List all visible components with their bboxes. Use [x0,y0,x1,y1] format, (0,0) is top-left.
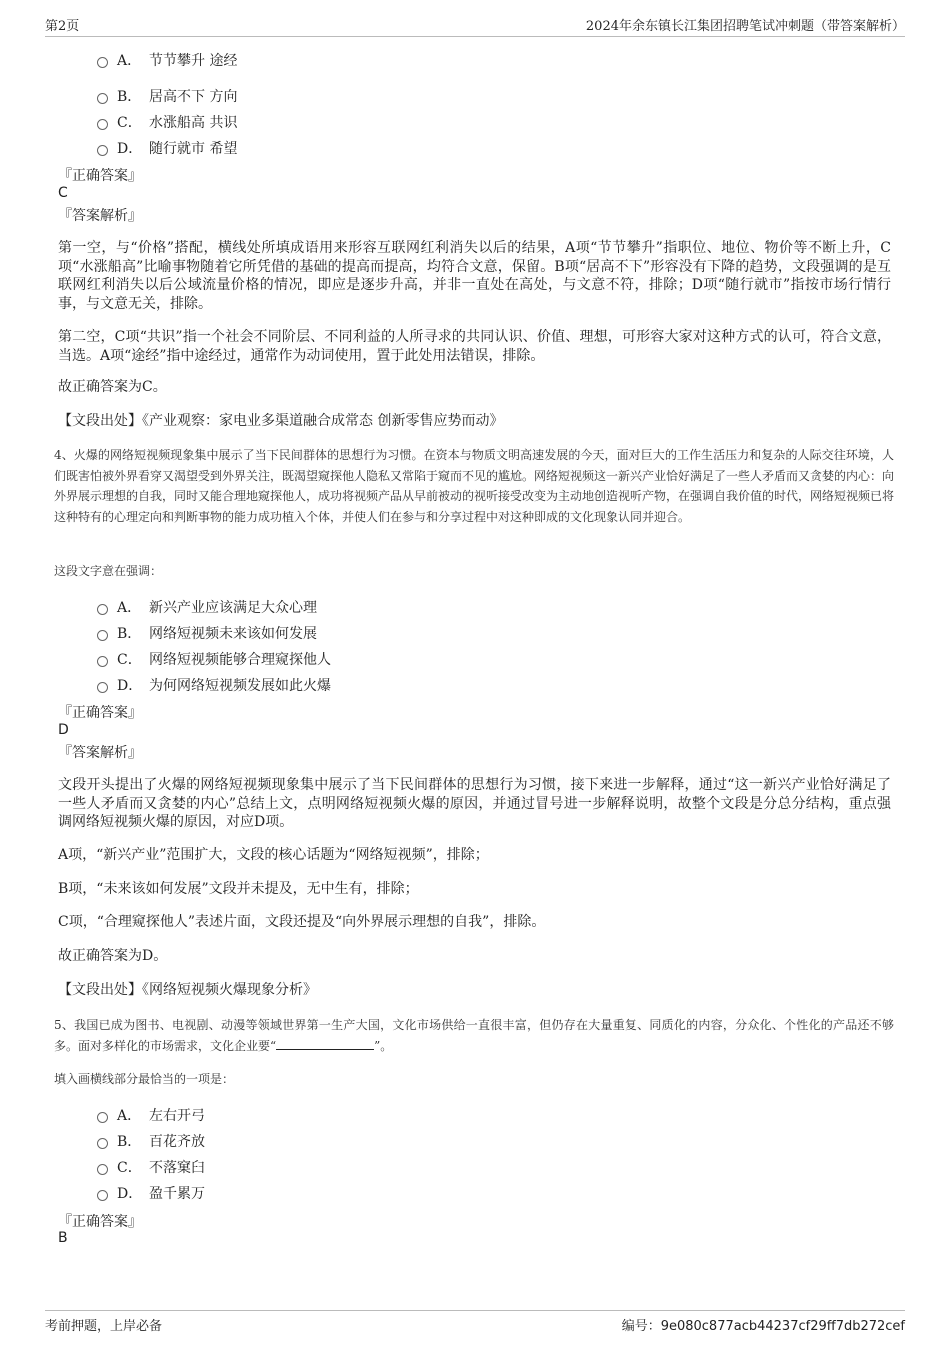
q4-stem: 4、火爆的网络短视频现象集中展示了当下民间群体的思想行为习惯。在资本与物质文明高速发展的今天，面对巨大的工作生活压力和复杂的人际交往环境，人们既害怕被外界看穿又渴望受到外界关注，既渴望窥探他人隐私又常陷于窥而不见的尴尬。网络短视频这一新兴产业恰好满足了一些人矛盾而又贪婪的内心：向外界展示理想的自我，同时又能合理地窥探他人，成功将视频产品从早前被动的视听接受改变为主动地创造视听产物，在强调自我价值的时代，网络短视频已将这种特有的心理定向和判断事物的能力成功植入个体，并使人们在参与和分享过程中对这种即成的文化现象认同并迎合。 [54,448,895,524]
q4-option-b[interactable]: B． 网络短视频未来该如何发展 [97,623,317,643]
q5-prompt: 填入画横线部分最恰当的一项是： [54,1072,235,1086]
q4-analysis-5: 故正确答案为D。 [58,948,168,964]
q4-option-d[interactable]: D． 为何网络短视频发展如此火爆 [97,675,331,695]
q3-option-d[interactable]: D． 随行就市 希望 [97,138,237,158]
page-header [45,12,905,37]
document-title: 2024年余东镇长江集团招聘笔试冲刺题（带答案解析） [585,19,905,34]
radio-icon[interactable] [97,1190,108,1201]
radio-icon[interactable] [97,1112,108,1123]
q4-analysis-3: B项，“未来该如何发展”文段并未提及，无中生有，排除； [58,881,419,897]
q3-option-b[interactable]: B． 居高不下 方向 [97,86,237,106]
q5-stem: 5、我国已成为图书、电视剧、动漫等领域世界第一生产大国，文化市场供给一直很丰富，但仍存在大量重复、同质化的内容，分众化、个性化的产品还不够多。面对多样化的市场需求，文化企业要“ ”。 [54,1018,894,1053]
q3-option-c[interactable]: C． 水涨船高 共识 [97,112,237,132]
q4-source: 【文段出处】《网络短视频火爆现象分析》 [58,982,317,998]
q3-analysis-1: 第一空，与“价格”搭配，横线处所填成语用来形容互联网红利消失以后的结果，A项“节节攀升”指职位、地位、物价等不断上升，C项“水涨船高”比喻事物随着它所凭借的基础的提高而提高，均符合文意，保留。B项“居高不下”形容没有下降的趋势，文段强调的是互联网红利消失以后公域流量价格的情况，即应是逐步升高，并非一直处在高处，与文意不符，排除；D项“随行就市”指按市场行情行事，与文意无关，排除。 [58,240,891,312]
radio-icon[interactable] [97,57,108,68]
q5-option-d[interactable]: D． 盈千累万 [97,1183,205,1203]
q3-analysis-2: 第二空，C项“共识”指一个社会不同阶层、不同利益的人所寻求的共同认识、价值、理想，可形容大家对这种方式的认可，符合文意，当选。A项“途经”指中途经过，通常作为动词使用，置于此处用法错误，排除。 [58,329,891,364]
radio-icon[interactable] [97,119,108,130]
footer-slogan: 考前押题，上岸必备 [45,1319,163,1334]
page-number: 第2页 [45,19,80,34]
radio-icon[interactable] [97,630,108,641]
q4-option-a[interactable]: A． 新兴产业应该满足大众心理 [97,597,317,617]
radio-icon[interactable] [97,93,108,104]
q3-source: 【文段出处】《产业观察：家电业多渠道融合成常态 创新零售应势而动》 [58,413,504,429]
q4-analysis-1: 文段开头提出了火爆的网络短视频现象集中展示了当下民间群体的思想行为习惯，接下来进一步解释，通过“这一新兴产业恰好满足了一些人矛盾而又贪婪的内心”总结上文，点明网络短视频火爆的原因，并通过冒号进一步解释说明，故整个文段是分总分结构，重点强调网络短视频火爆的原因，对应D项。 [58,777,891,830]
fill-blank [276,1037,374,1050]
radio-icon[interactable] [97,1164,108,1175]
q4-option-c[interactable]: C． 网络短视频能够合理窥探他人 [97,649,331,669]
q3-answer: C [58,185,68,201]
q4-answer-tag: 『正确答案』 [58,705,142,721]
q5-option-a[interactable]: A． 左右开弓 [97,1105,205,1125]
radio-icon[interactable] [97,656,108,667]
radio-icon[interactable] [97,145,108,156]
q5-answer: B [58,1230,68,1246]
q3-option-a[interactable]: A． 节节攀升 途经 [97,50,237,70]
q5-answer-tag: 『正确答案』 [58,1214,142,1230]
q3-answer-tag: 『正确答案』 [58,168,142,184]
document-id: 编号：9e080c877acb44237cf29ff7db272cef [621,1319,905,1334]
q4-prompt: 这段文字意在强调： [54,564,163,578]
q4-analysis-4: C项，“合理窥探他人”表述片面，文段还提及“向外界展示理想的自我”，排除。 [58,914,546,930]
q3-analysis-3: 故正确答案为C。 [58,379,167,395]
q3-analysis-tag: 『答案解析』 [58,208,142,224]
q5-option-b[interactable]: B． 百花齐放 [97,1131,205,1151]
q4-answer: D [58,722,69,738]
q5-option-c[interactable]: C． 不落窠臼 [97,1157,205,1177]
radio-icon[interactable] [97,682,108,693]
radio-icon[interactable] [97,1138,108,1149]
radio-icon[interactable] [97,604,108,615]
page-footer [45,1310,905,1334]
q4-analysis-tag: 『答案解析』 [58,745,142,761]
q4-analysis-2: A项，“新兴产业”范围扩大，文段的核心话题为“网络短视频”，排除； [58,847,489,863]
